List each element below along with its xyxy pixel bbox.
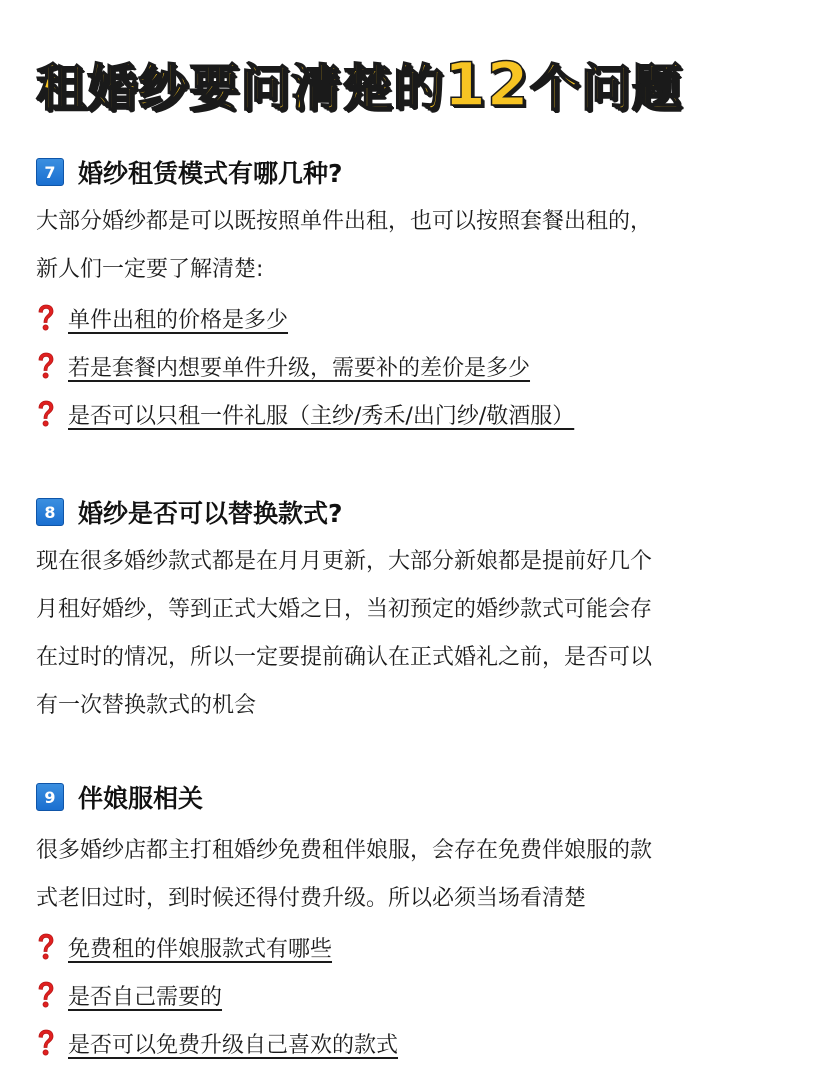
title-number: 12 <box>444 50 530 120</box>
page-title <box>36 48 683 120</box>
paragraph-line: 很多婚纱店都主打租婚纱免费租伴娘服，会存在免费伴娘服的款 <box>36 838 653 863</box>
question-text: 若是套餐内想要单件升级，需要补的差价是多少 <box>68 355 531 381</box>
question-item <box>36 1019 806 1067</box>
question-item <box>36 923 806 971</box>
paragraph-line: 有一次替换款式的机会 <box>36 693 257 718</box>
question-item <box>36 390 806 438</box>
question-item <box>36 342 806 390</box>
section-heading-text: 婚纱租赁模式有哪几种? <box>78 159 343 188</box>
paragraph-line: 现在很多婚纱款式都是在月月更新，大部分新娘都是提前好几个 <box>36 549 653 574</box>
paragraph-line: 式老旧过时，到时候还得付费升级。所以必须当场看清楚 <box>36 886 587 911</box>
keycap-number-icon: 8 <box>36 498 64 526</box>
section-paragraph <box>36 538 806 730</box>
question-text: 免费租的伴娘服款式有哪些 <box>68 936 333 962</box>
question-text: 单件出租的价格是多少 <box>68 307 289 333</box>
red-question-mark-icon <box>36 400 56 428</box>
question-text: 是否可以免费升级自己喜欢的款式 <box>68 1032 399 1058</box>
title-prefix: 租婚纱要问清楚的 <box>36 59 444 117</box>
section-7 <box>36 152 806 438</box>
section-heading <box>36 152 806 192</box>
section-heading-text: 婚纱是否可以替换款式? <box>78 499 343 528</box>
paragraph-line: 在过时的情况，所以一定要提前确认在正式婚礼之前，是否可以 <box>36 645 653 670</box>
section-heading <box>36 777 806 817</box>
paragraph-line: 月租好婚纱，等到正式大婚之日，当初预定的婚纱款式可能会存 <box>36 597 653 622</box>
red-question-mark-icon <box>36 1029 56 1057</box>
paragraph-line: 新人们一定要了解清楚: <box>36 257 264 282</box>
red-question-mark-icon <box>36 981 56 1009</box>
red-question-mark-icon <box>36 304 56 332</box>
red-question-mark-icon <box>36 352 56 380</box>
section-9 <box>36 777 806 1067</box>
section-heading-text: 伴娘服相关 <box>78 784 204 813</box>
red-question-mark-icon <box>36 933 56 961</box>
question-text: 是否自己需要的 <box>68 984 223 1010</box>
section-8 <box>36 492 806 730</box>
section-heading <box>36 492 806 532</box>
paragraph-line: 大部分婚纱都是可以既按照单件出租，也可以按照套餐出租的， <box>36 209 653 234</box>
question-item <box>36 294 806 342</box>
question-item <box>36 971 806 1019</box>
keycap-number-icon: 7 <box>36 158 64 186</box>
question-text: 是否可以只租一件礼服（主纱/秀禾/出门纱/敬酒服） <box>68 403 575 429</box>
section-paragraph <box>36 198 806 294</box>
section-paragraph <box>36 827 806 923</box>
title-suffix: 个问题 <box>529 59 683 117</box>
keycap-number-icon: 9 <box>36 783 64 811</box>
